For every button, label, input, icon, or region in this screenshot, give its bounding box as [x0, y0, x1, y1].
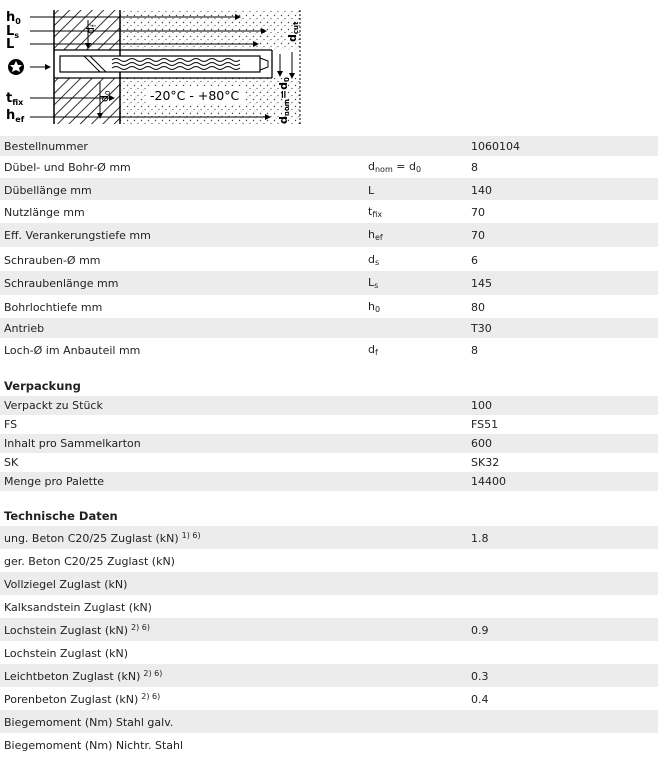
spec-value: 8: [471, 161, 478, 174]
packaging-value: FS51: [471, 418, 499, 431]
packaging-row: [0, 472, 658, 491]
packaging-row: [0, 415, 658, 434]
packaging-row: [0, 396, 658, 415]
label-ls: $L_s$: [6, 24, 20, 40]
packaging-row: [0, 453, 658, 472]
spec-symbol: $d_{nom} = d_0$: [368, 160, 422, 174]
spec-row-duebel-bohr: [0, 156, 658, 178]
spec-value: 145: [471, 277, 492, 290]
temperature-range: -20°C - +80°C: [150, 88, 240, 103]
label-tfix: $t_{fix}$: [6, 91, 24, 107]
anchor-diagram: [0, 0, 320, 134]
spec-value: 70: [471, 229, 485, 242]
spec-symbol: $L_s$: [368, 276, 379, 290]
label-h0: $h_0$: [6, 10, 21, 26]
technical-row: [0, 618, 658, 641]
technical-label: ger. Beton C20/25 Zuglast (kN): [4, 555, 175, 568]
packaging-value: SK32: [471, 456, 500, 469]
packaging-label: FS: [4, 418, 18, 431]
spec-label: Eff. Verankerungstiefe mm: [4, 229, 151, 242]
spec-symbol: $d_s$: [368, 253, 380, 267]
anchor-icon: [60, 56, 268, 72]
spec-row-loch-d: [0, 338, 658, 360]
spec-label: Bestellnummer: [4, 140, 88, 153]
packaging-label: Inhalt pro Sammelkarton: [4, 437, 141, 450]
technical-row: [0, 710, 658, 733]
technical-row: [0, 595, 658, 618]
spec-row-verankerungstiefe: [0, 223, 658, 247]
spec-label: Schraubenlänge mm: [4, 277, 119, 290]
spec-label: Bohrlochtiefe mm: [4, 301, 103, 314]
label-dcut: dcut: [286, 21, 300, 42]
spec-tables: [0, 136, 658, 756]
spec-value: 140: [471, 184, 492, 197]
technical-value: 0.9: [471, 624, 489, 637]
spec-label: Dübel- und Bohr-Ø mm: [4, 161, 131, 174]
packaging-heading: Verpackung: [4, 379, 81, 393]
technical-label: Biegemoment (Nm) Stahl galv.: [4, 716, 174, 729]
packaging-value: 600: [471, 437, 492, 450]
spec-symbol: $h_0$: [368, 300, 381, 314]
spec-symbol: $t_{fix}$: [368, 205, 383, 219]
technical-value: 0.3: [471, 670, 489, 683]
technical-label: Kalksandstein Zuglast (kN): [4, 601, 152, 614]
spec-row-bohrlochtiefe: [0, 295, 658, 318]
spec-symbol: $h_{ef}$: [368, 228, 383, 242]
spec-label: Nutzlänge mm: [4, 206, 85, 219]
spec-row-duebellaenge: [0, 178, 658, 200]
technical-row: [0, 687, 658, 710]
spec-row-nutzlaenge: [0, 200, 658, 223]
spec-value: T30: [471, 322, 492, 335]
technical-label: Porenbeton Zuglast (kN) $^{2) 6)}$: [4, 692, 161, 706]
technical-row: [0, 641, 658, 664]
spec-label: Antrieb: [4, 322, 45, 335]
spec-value: 1060104: [471, 140, 520, 153]
technical-label: ung. Beton C20/25 Zuglast (kN) $^{1) 6)}$: [4, 531, 201, 545]
torx-drive-icon: [8, 59, 24, 75]
packaging-value: 14400: [471, 475, 506, 488]
spec-row-bestellnummer: [0, 136, 658, 156]
spec-value: 80: [471, 301, 485, 314]
technical-row: [0, 526, 658, 549]
packaging-value: 100: [471, 399, 492, 412]
label-hef: $h_{ef}$: [6, 108, 25, 124]
label-dnom: dnom=d0: [277, 77, 291, 124]
label-l: L: [6, 37, 15, 52]
spec-symbol: L: [368, 184, 375, 197]
technical-label: Leichtbeton Zuglast (kN) $^{2) 6)}$: [4, 669, 163, 683]
packaging-label: SK: [4, 456, 19, 469]
technical-value: 1.8: [471, 532, 489, 545]
technical-label: Vollziegel Zuglast (kN): [4, 578, 128, 591]
technical-label: Lochstein Zuglast (kN) $^{2) 6)}$: [4, 623, 150, 637]
spec-row-schrauben-d: [0, 247, 658, 271]
spec-label: Loch-Ø im Anbauteil mm: [4, 344, 141, 357]
technical-heading-row: [0, 491, 658, 526]
spec-label: Dübellänge mm: [4, 184, 92, 197]
spec-row-schraubenlaenge: [0, 271, 658, 295]
technical-label: Biegemoment (Nm) Nichtr. Stahl: [4, 739, 184, 752]
spec-symbol: $d_f$: [368, 343, 378, 357]
label-d0: d0: [98, 90, 112, 102]
packaging-label: Menge pro Palette: [4, 475, 105, 488]
technical-row: [0, 733, 658, 756]
spec-value: 70: [471, 206, 485, 219]
spec-row-antrieb: [0, 318, 658, 338]
label-df: df: [84, 24, 98, 34]
spec-label: Schrauben-Ø mm: [4, 254, 101, 267]
packaging-label: Verpackt zu Stück: [4, 399, 103, 412]
technical-value: 0.4: [471, 693, 489, 706]
technical-heading: Technische Daten: [4, 509, 118, 523]
spec-value: 8: [471, 344, 478, 357]
spec-value: 6: [471, 254, 478, 267]
packaging-heading-row: [0, 360, 658, 396]
technical-row: [0, 572, 658, 595]
technical-row: [0, 664, 658, 687]
technical-label: Lochstein Zuglast (kN): [4, 647, 129, 660]
packaging-row: [0, 434, 658, 453]
technical-row: [0, 549, 658, 572]
